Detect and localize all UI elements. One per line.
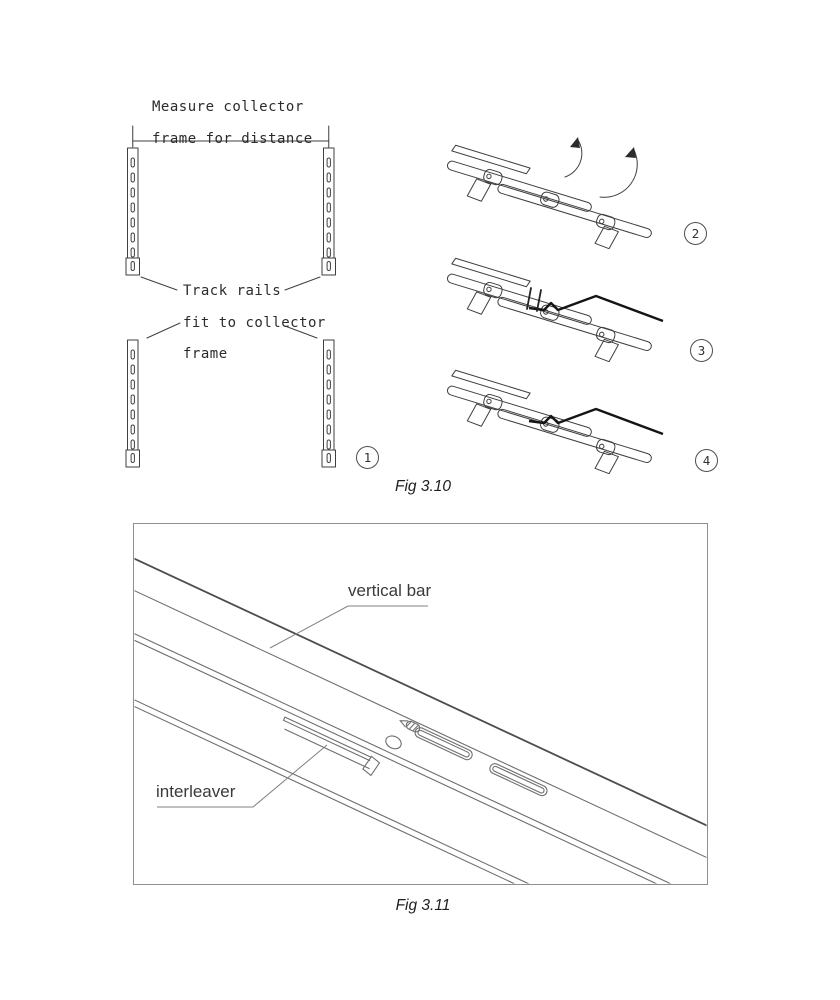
track-note-line3: frame — [183, 346, 228, 363]
arrowhead — [570, 137, 580, 148]
assembly-step-3 — [438, 258, 663, 373]
step-badge-4: 4 — [695, 449, 718, 472]
assembly-step-2 — [438, 137, 659, 259]
assembly-step-4 — [438, 370, 663, 485]
fig310-caption: Fig 3.10 — [394, 478, 452, 495]
measure-note-line2: frame for distance — [152, 130, 313, 147]
track-note — [183, 284, 326, 363]
step-badge-3: 3 — [690, 339, 713, 362]
fig311-caption: Fig 3.11 — [395, 897, 451, 914]
interleaver-label: interleaver — [156, 782, 236, 801]
track-rail-lower-left — [126, 340, 140, 467]
flashing-profile — [529, 296, 663, 321]
fig311-frame — [133, 523, 708, 885]
track-rail-upper-left — [126, 148, 140, 275]
measure-note — [152, 100, 313, 147]
track-note-line1: Track rails — [183, 283, 282, 299]
step-badge-1: 1 — [356, 446, 379, 469]
step-badge-2: 2 — [684, 222, 707, 245]
flashing-profile — [529, 409, 663, 434]
measure-note-line1: Measure collector — [152, 99, 304, 115]
arrowhead — [625, 147, 636, 158]
track-rail-upper-right — [322, 148, 336, 275]
track-note-line2: fit to collector — [183, 314, 326, 331]
vertical-bar-label: vertical bar — [348, 581, 432, 600]
